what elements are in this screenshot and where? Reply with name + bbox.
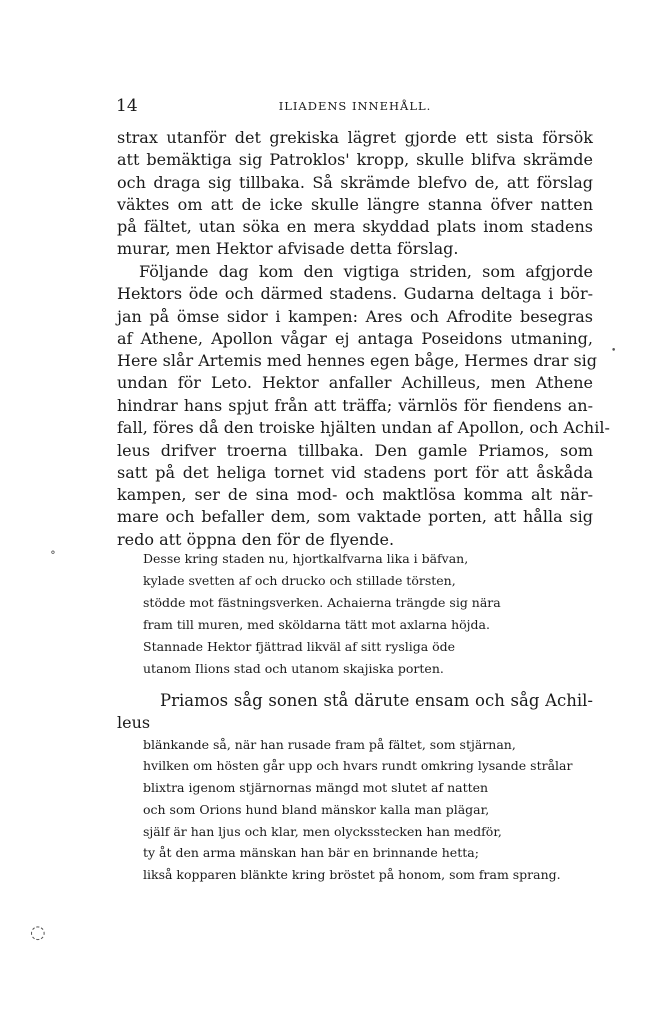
text-line: Here slår Artemis med hennes egen båge, Hermes drar sig	[117, 351, 598, 370]
verse-line: Desse kring staden nu, hjortkalfvarna lika i bäfvan,	[143, 551, 469, 566]
verse-line: fram till muren, med sköldarna tätt mot axlarna höjda.	[143, 617, 490, 632]
text-line: murar, men Hektor afvisade detta förslag.	[117, 239, 459, 258]
verse-line: Stannade Hektor fjättrad likväl af sitt rysliga öde	[143, 639, 456, 654]
text-line: Priamos såg sonen stå därute ensam och såg Achil-	[160, 691, 593, 710]
scan-mark: ∘	[50, 545, 56, 559]
text-line: mare och befaller dem, som vaktade porten, att hålla sig	[117, 507, 593, 526]
verse-line: själf är han ljus och klar, men olycksstecken han medför,	[143, 824, 502, 839]
text-line: att bemäktiga sig Patroklos' kropp, skulle blifva skrämde	[117, 150, 593, 169]
text-line: leus	[117, 713, 151, 732]
text-line: strax utanför det grekiska lägret gjorde ett sista försök	[117, 128, 593, 147]
verse-line: stödde mot fästningsverken. Achaierna trängde sig nära	[143, 595, 501, 610]
verse-line: likså kopparen blänkte kring bröstet på honom, som fram sprang.	[143, 867, 561, 882]
text-line: redo att öppna den för de flyende.	[117, 530, 395, 549]
text-line: af Athene, Apollon vågar ej antaga Poseidons utmaning,	[117, 329, 593, 348]
text-line: och draga sig tillbaka. Så skrämde blefvo de, att förslag	[117, 173, 593, 192]
text-line: väktes om att de icke skulle längre stanna öfver natten	[117, 195, 593, 214]
verse-line: hvilken om hösten går upp och hvars rundt omkring lysande strålar	[143, 758, 573, 773]
verse-line: ty åt den arma mänskan han bär en brinnande hetta;	[143, 845, 479, 860]
text-line: Hektors öde och därmed stadens. Gudarna deltaga i bör-	[117, 284, 593, 303]
verse-line: blixtra igenom stjärnornas mängd mot slutet af natten	[143, 780, 489, 795]
text-line: kampen, ser de sina mod- och maktlösa komma alt när-	[117, 485, 593, 504]
text-line: leus drifver troerna tillbaka. Den gamle Priamos, som	[117, 441, 593, 460]
scan-mark: •	[611, 346, 617, 356]
text-line: jan på ömse sidor i kampen: Ares och Afrodite besegras	[117, 307, 593, 326]
text-line: undan för Leto. Hektor anfaller Achilleus, men Athene	[117, 373, 593, 392]
text-line: på fältet, utan söka en mera skyddad plats inom stadens	[117, 217, 593, 236]
verse-line: blänkande så, när han rusade fram på fältet, som stjärnan,	[143, 737, 516, 752]
verse-line: utanom Ilions stad och utanom skajiska porten.	[143, 661, 444, 676]
text-line: Följande dag kom den vigtiga striden, som afgjorde	[139, 262, 593, 281]
page-header	[116, 96, 594, 118]
text-line: fall, föres då den troiske hjälten undan af Apollon, och Achil-	[117, 418, 610, 437]
verse-line: kylade svetten af och drucko och stillade törsten,	[143, 573, 456, 588]
page-number: 14	[116, 96, 138, 116]
running-title: ILIADENS INNEHÅLL.	[278, 99, 432, 113]
scan-mark: ◌	[30, 922, 46, 943]
verse-line: och som Orions hund bland mänskor kalla man plägar,	[143, 802, 490, 817]
text-line: hindrar hans spjut från att träffa; värnlös för fiendens an-	[117, 396, 593, 415]
text-line: satt på det heliga tornet vid stadens port för att åskåda	[117, 463, 593, 482]
